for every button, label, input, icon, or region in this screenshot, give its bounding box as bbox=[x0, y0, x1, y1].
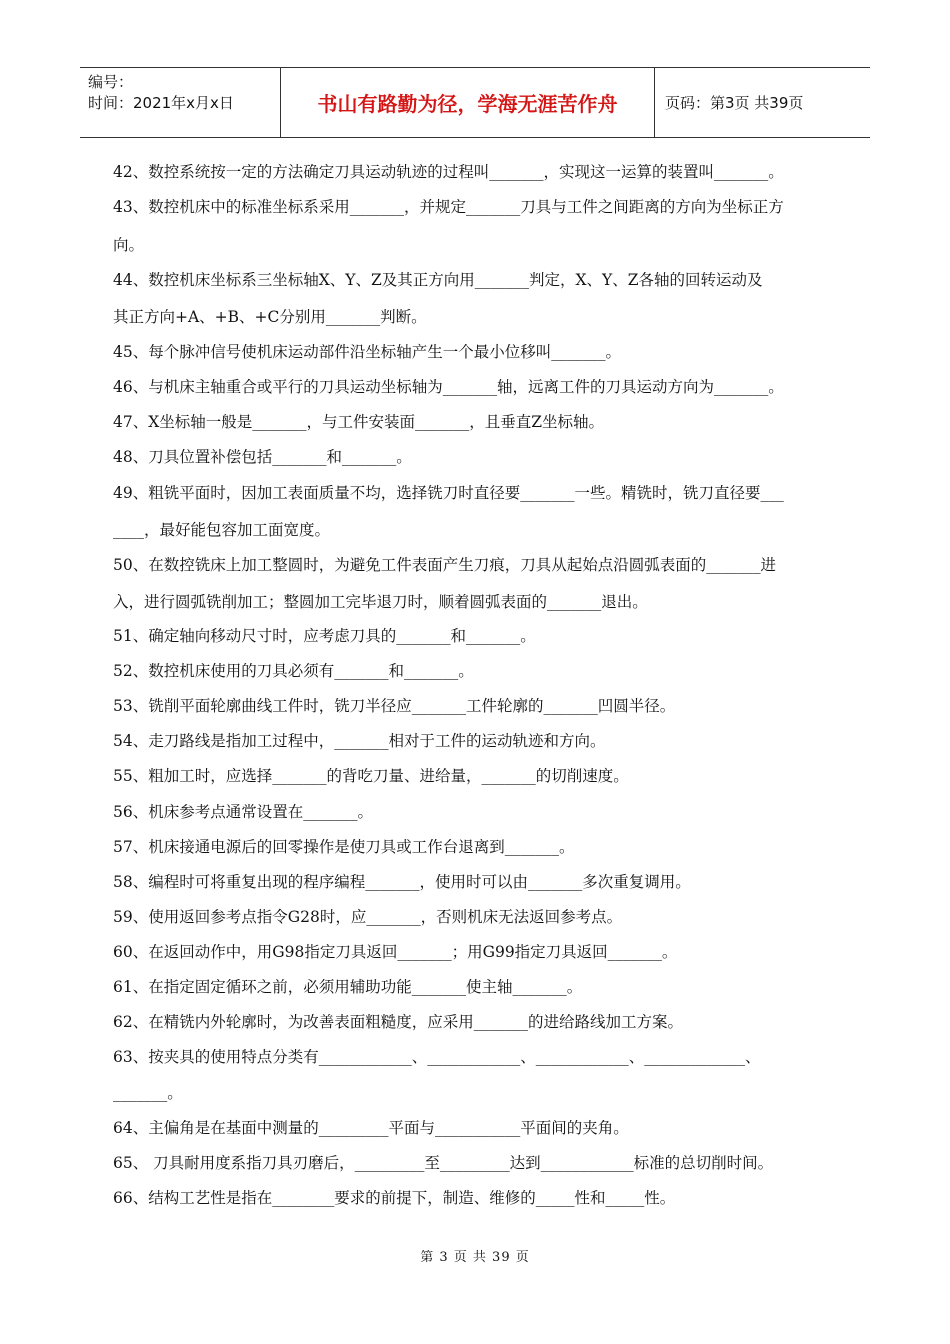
question-line: 65、 刀具耐用度系指刀具刃磨后，_________至_________达到____________标准的总切削时间。 bbox=[113, 1154, 774, 1172]
header-page-info: 页码：第3页 共39页 bbox=[665, 94, 804, 112]
question-line: 其正方向+A、+B、+C分别用_______判断。 bbox=[113, 308, 427, 326]
question-line: 63、按夹具的使用特点分类有____________、____________、____________、_____________、 bbox=[113, 1048, 761, 1066]
question-line: 49、粗铣平面时，因加工表面质量不均，选择铣刀时直径要_______一些。精铣时，铣刀直径要___ bbox=[113, 484, 784, 502]
question-line: 48、刀具位置补偿包括_______和_______。 bbox=[113, 448, 412, 466]
question-line: _______。 bbox=[113, 1084, 183, 1102]
question-line: 62、在精铣内外轮廓时，为改善表面粗糙度，应采用_______的进给路线加工方案。 bbox=[113, 1013, 683, 1031]
question-line: 向。 bbox=[113, 236, 145, 254]
question-line: ____，最好能包容加工面宽度。 bbox=[113, 521, 331, 539]
question-line: 64、主偏角是在基面中测量的_________平面与___________平面间的夹角。 bbox=[113, 1119, 629, 1137]
question-line: 61、在指定固定循环之前，必须用辅助功能_______使主轴_______。 bbox=[113, 978, 583, 996]
question-line: 46、与机床主轴重合或平行的刀具运动坐标轴为_______轴，远离工件的刀具运动方向为_______。 bbox=[113, 378, 784, 396]
question-line: 59、使用返回参考点指令G28时，应_______，否则机床无法返回参考点。 bbox=[113, 908, 623, 926]
question-line: 52、数控机床使用的刀具必须有_______和_______。 bbox=[113, 662, 474, 680]
question-line: 56、机床参考点通常设置在_______。 bbox=[113, 803, 373, 821]
question-line: 57、机床接通电源后的回零操作是使刀具或工作台退离到_______。 bbox=[113, 838, 575, 856]
question-line: 60、在返回动作中，用G98指定刀具返回_______；用G99指定刀具返回_______。 bbox=[113, 943, 678, 961]
date-label: 时间：2021年x月x日 bbox=[88, 94, 234, 112]
page-header bbox=[80, 67, 870, 138]
question-line: 51、确定轴向移动尺寸时，应考虑刀具的_______和_______。 bbox=[113, 627, 536, 645]
question-line: 53、铣削平面轮廓曲线工件时，铣刀半径应_______工件轮廓的_______凹圆半径。 bbox=[113, 697, 676, 715]
question-line: 43、数控机床中的标准坐标系采用_______，并规定_______刀具与工件之间距离的方向为坐标正方 bbox=[113, 198, 784, 216]
header-meta bbox=[80, 68, 281, 137]
question-line: 47、X坐标轴一般是_______，与工件安装面_______，且垂直Z坐标轴。 bbox=[113, 413, 605, 431]
page-footer: 第 3 页 共 39 页 bbox=[420, 1250, 530, 1265]
question-line: 66、结构工艺性是指在________要求的前提下，制造、维修的_____性和_____性。 bbox=[113, 1189, 676, 1207]
question-line: 45、每个脉冲信号使机床运动部件沿坐标轴产生一个最小位移叫_______。 bbox=[113, 343, 621, 361]
question-line: 42、数控系统按一定的方法确定刀具运动轨迹的过程叫_______，实现这一运算的装置叫_______。 bbox=[113, 163, 784, 181]
question-line: 50、在数控铣床上加工整圆时，为避免工件表面产生刀痕，刀具从起始点沿圆弧表面的_______进 bbox=[113, 556, 776, 574]
question-line: 入，进行圆弧铣削加工；整圆加工完毕退刀时，顺着圆弧表面的_______退出。 bbox=[113, 593, 648, 611]
serial-label: 编号： bbox=[88, 73, 134, 91]
question-line: 44、数控机床坐标系三坐标轴X、Y、Z及其正方向用_______判定，X、Y、Z各轴的回转运动及 bbox=[113, 271, 763, 289]
question-line: 54、走刀路线是指加工过程中，_______相对于工件的运动轨迹和方向。 bbox=[113, 732, 606, 750]
question-line: 58、编程时可将重复出现的程序编程_______，使用时可以由_______多次重复调用。 bbox=[113, 873, 691, 891]
header-motto: 书山有路勤为径，学海无涯苦作舟 bbox=[281, 68, 655, 137]
question-line: 55、粗加工时，应选择_______的背吃刀量、进给量，_______的切削速度。 bbox=[113, 767, 629, 785]
